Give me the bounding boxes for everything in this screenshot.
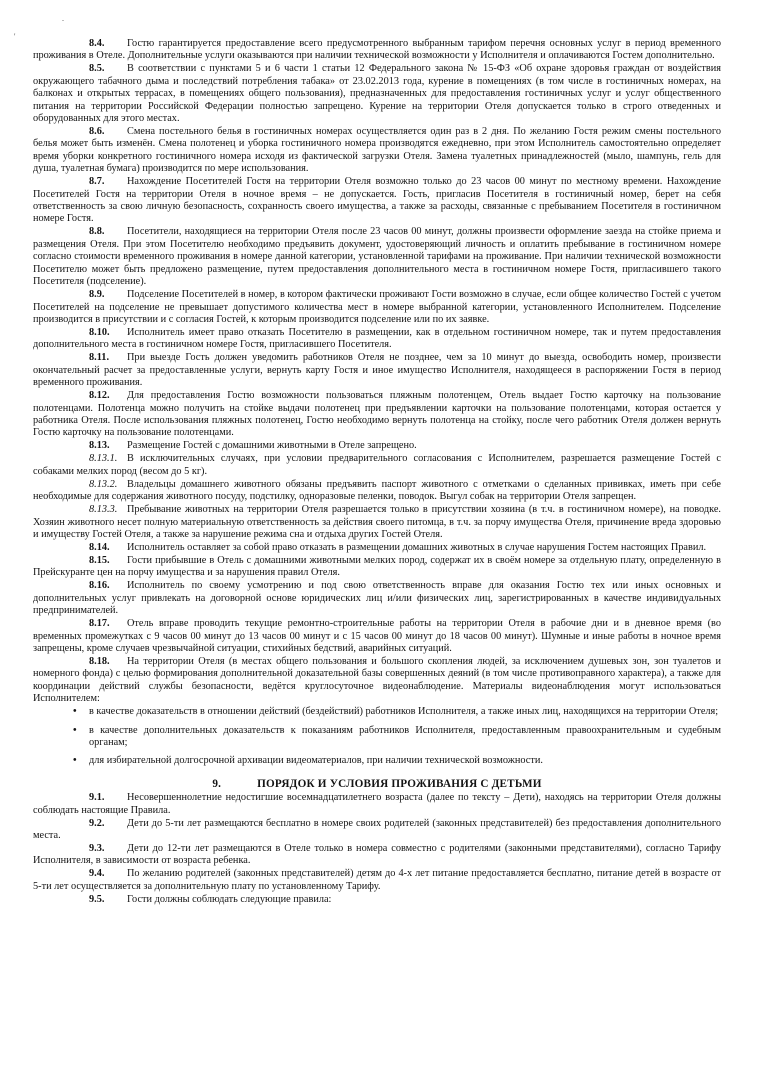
clause-number: 8.6. xyxy=(89,126,105,138)
clause-number: 8.13.2. xyxy=(89,478,118,490)
clause-paragraph xyxy=(33,868,721,893)
clause-text: Отель вправе проводить текущие ремонтно-строительные работы на территории Отеля в рабочие дни и в дневное время (во временных промежутках с 9 часов 00 минут до 13 часов 00 минут и с 15 часов 00 минут до 18 часов 00 минут). Шумные и иные работы в ночное время запрещены, кроме случаев чрезвычайной ситуации, стихийных бедствий, аварийных ситуаций. xyxy=(33,618,721,654)
clause-paragraph xyxy=(33,38,721,63)
clause-text: По желанию родителей (законных представителей) детям до 4-х лет питание предоставляется бесплатно, питание детей в возрасте от 5-ти лет осуществляется за дополнительную плату по установленному Тарифу. xyxy=(33,868,721,892)
clause-text: При выезде Гость должен уведомить работников Отеля не позднее, чем за 10 минут до выезда, освободить номер, произвести окончательный расчет за предоставленные услуги, вернуть карту Гостя и иное имущество Исполнителя, находящееся в распоряжении Гостя в период временного проживания. xyxy=(33,352,721,389)
clause-text: Исполнитель по своему усмотрению и под свою ответственность вправе для оказания Гостю тех или иных основных и дополнительных услуг привлекать на договорной основе юридических лиц и/или физических лиц, зарегистрированных в качестве индивидуальных предпринимателей. xyxy=(33,580,721,617)
scan-mark: . xyxy=(62,14,64,23)
clause-number: 8.9. xyxy=(89,289,105,301)
bullet-icon: • xyxy=(73,706,77,718)
clause-text: Исполнитель оставляет за собой право отказать в размещении домашних животных в случае нарушения Гостем настоящих Правил. xyxy=(127,541,707,553)
clause-number: 9.2. xyxy=(89,817,105,829)
clause-text: Несовершеннолетние недостигшие восемнадцатилетнего возраста (далее по тексту – Дети), находясь на территории Отеля должны соблюдать настоящие Правила. xyxy=(33,792,721,816)
clause-number: 9.4. xyxy=(89,868,105,880)
clause-number: 8.13.3. xyxy=(89,504,118,516)
clause-text: Посетители, находящиеся на территории Отеля после 23 часов 00 минут, должны произвести оформление заезда на стойке приема и размещения Отеля. При этом Посетителю необходимо предъявить документ, удостоверяющий личность и оплатить пребывание в гостиничном номере согласно стоимости временного проживания в номере данной категории, установленной тарифами на проживание. При наличии технической возможности Посетителю может быть предложено размещение, путем предоставления дополнительного места в гостиничном номере Гостя, пригласившего такого Посетителя (подселение). xyxy=(33,226,721,288)
clause-paragraph xyxy=(33,504,721,541)
rules-section-9 xyxy=(33,792,721,906)
bullet-item xyxy=(33,706,721,718)
clause-number: 9.5. xyxy=(89,893,105,905)
clause-text: Смена постельного белья в гостиничных номерах осуществляется один раз в 2 дня. По желанию Гостя режим смены постельного белья может быть изменён. Смена полотенец и уборка гостиничного номера производятся ежедневно, при этом Исполнитель самостоятельно определяет время уборки конкретного гостиничного номера исходя из фактической загрузки Отеля. Замена туалетных принадлежностей (мыло, шампунь, гель для душа, туалетная бумага) производится по мере использования. xyxy=(33,126,721,175)
clause-number: 8.13.1. xyxy=(89,453,118,465)
video-usage-list xyxy=(33,706,721,768)
clause-paragraph xyxy=(33,289,721,326)
bullet-item xyxy=(33,755,721,767)
clause-number: 8.17. xyxy=(89,618,110,630)
clause-number: 8.13. xyxy=(89,440,110,452)
clause-number: 9.3. xyxy=(89,843,105,855)
clause-text: В соответствии с пунктами 5 и 6 части 1 статьи 12 Федерального закона № 15-ФЗ «Об охране здоровья граждан от воздействия окружающего табачного дыма и последствий потребления табака» от 23.02.2013 года, курение в помещениях (в том числе в гостиничных номерах, на балконах и открытых террасах, в помещениях общего пользования), предназначенных для предоставления гостиничных услуг и услуг общественного питания на территории Российской Федерации полностью запрещено. Курение на территории Отеля допускается только в строго отведенных и оборудованных для этого местах. xyxy=(33,63,721,125)
clause-number: 8.5. xyxy=(89,63,105,75)
clause-paragraph xyxy=(33,440,721,452)
clause-paragraph xyxy=(33,176,721,226)
clause-text: Подселение Посетителей в номер, в котором фактически проживают Гости возможно в случае, если общее количество Гостей с учетом Посетителей на подселение не превышает допустимого количества мест в номере выбранной категории, установленного Исполнителем. Подселение производится в присутствии и с согласия Гостей, к которым производится подселение или по их заявке. xyxy=(33,289,721,325)
clause-text: Размещение Гостей с домашними животными в Отеле запрещено. xyxy=(127,440,417,452)
clause-paragraph xyxy=(33,63,721,125)
clause-text: Гостю гарантируется предоставление всего предусмотренного выбранным тарифом перечня основных услуг в период временного проживания в Отеле. Дополнительные услуги оказываются при наличии технической возможности у Исполнителя и оплачиваются Гостем дополнительно. xyxy=(33,38,721,62)
clause-text: Исполнитель имеет право отказать Посетителю в размещении, как в отдельном гостиничном номере, так и путем предоставления дополнительного места в гостиничном номере Гостя, пригласившего Посетителя. xyxy=(33,326,721,351)
clause-number: 8.16. xyxy=(89,580,110,592)
clause-text: Дети до 5-ти лет размещаются бесплатно в номере своих родителей (законных представителей) без предоставления дополнительного места. xyxy=(33,817,721,842)
clause-paragraph xyxy=(33,843,721,868)
bullet-text: в качестве доказательств в отношении действий (бездействий) работников Исполнителя, а также иных лиц, находящихся на территории Отеля; xyxy=(89,706,719,718)
clause-paragraph xyxy=(33,580,721,617)
clause-text: Пребывание животных на территории Отеля разрешается только в присутствии хозяина (в т.ч. в гостиничном номере), на поводке. Хозяин животного несет полную материальную ответственность за действия своего питомца, в т.ч. за порчу имущества Отеля, причинение вреда здоровью и имуществу Гостей Отеля, а также за нарушение режима сна и отдыха других Гостей Отеля. xyxy=(33,504,721,540)
clause-number: 9.1. xyxy=(89,792,105,804)
clause-number: 8.10. xyxy=(89,326,110,338)
clause-text: Дети до 12-ти лет размещаются в Отеле только в номера совместно с родителями (законными представителями), согласно Тарифу Исполнителя, в зависимости от возраста ребенка. xyxy=(33,843,721,867)
clause-paragraph xyxy=(33,126,721,176)
clause-paragraph xyxy=(33,390,721,440)
bullet-text: для избирательной долгосрочной архивации видеоматериалов, при наличии технической возможности. xyxy=(89,755,543,767)
clause-number: 8.8. xyxy=(89,226,105,238)
clause-text: Владельцы домашнего животного обязаны предъявить паспорт животного с отметками о сделанных прививках, иметь при себе необходимые для содержания животного посуду, подстилку, одноразовые пеленки, поводок. Выгул собак на территории Отеля запрещен. xyxy=(33,478,721,503)
section-number: 9. xyxy=(212,777,222,790)
clause-text: В исключительных случаях, при условии предварительного согласования с Исполнителем, разрешается размещение Гостей с собаками мелких пород (весом до 5 кг). xyxy=(33,453,721,477)
clause-paragraph xyxy=(33,618,721,655)
clause-paragraph xyxy=(33,894,721,906)
clause-number: 8.12. xyxy=(89,390,110,402)
clause-number: 8.11. xyxy=(89,352,110,364)
clause-text: На территории Отеля (в местах общего пользования и большого скопления людей, за исключением душевых зон, зон туалетов и номерного фонда) с целью формирования дополнительной доказательной базы совершенных деяний (в том числе противоправного характера), а также для координации действий службы безопасности, ведётся круглосуточное видеонаблюдение. Материалы видеонаблюдения могут использоваться Исполнителем: xyxy=(33,656,721,705)
rules-section-8 xyxy=(33,38,721,706)
clause-number: 8.14. xyxy=(89,541,110,553)
clause-paragraph xyxy=(33,792,721,817)
clause-paragraph xyxy=(33,327,721,352)
clause-text: Гости прибывшие в Отель с домашними животными мелких пород, содержат их в своём номере за отдельную плату, определенную в Прейскуранте цен на порчу имущества и за нарушения правил Отеля. xyxy=(33,554,721,579)
clause-text: Для предоставления Гостю возможности пользоваться пляжным полотенцем, Отель выдает Гостю карточку на пользование полотенцами. Полотенца можно получить на стойке выдачи полотенец при предъявлении карточки на пользование полотенцами, которая остается у работника Отеля. После использования пляжных полотенец, Гостю необходимо вернуть полотенца на стойку, после чего работник Отеля должен вернуть Гостю карточку на пользование полотенцами. xyxy=(33,390,721,439)
bullet-item xyxy=(33,725,721,750)
clause-paragraph xyxy=(33,542,721,554)
scan-mark: ' xyxy=(14,32,16,41)
clause-paragraph xyxy=(33,479,721,504)
clause-number: 8.18. xyxy=(89,656,110,667)
clause-paragraph xyxy=(33,226,721,288)
clause-paragraph xyxy=(33,453,721,478)
clause-number: 8.4. xyxy=(89,38,105,49)
bullet-text: в качестве дополнительных доказательств к показаниям работников Исполнителя, предоставленным правоохранительным и судебным органам; xyxy=(89,724,721,749)
clause-paragraph xyxy=(33,352,721,389)
section-heading xyxy=(33,778,721,790)
clause-paragraph xyxy=(33,818,721,843)
clause-text: Нахождение Посетителей Гостя на территории Отеля возможно только до 23 часов 00 минут по местному времени. Нахождение Посетителей Гостя на территории Отеля в ночное время – не допускается. Гость, пригласив Посетителя в гостиничный номер, берет на себя ответственность за свою личную безопасность, сохранность своего имущества, а также за расходы, связанные с пребыванием Посетителя в гостиничном номере Гостя. xyxy=(33,176,721,225)
document-page xyxy=(33,38,721,907)
clause-paragraph xyxy=(33,656,721,706)
section-title: ПОРЯДОК И УСЛОВИЯ ПРОЖИВАНИЯ С ДЕТЬМИ xyxy=(257,777,542,790)
clause-number: 8.15. xyxy=(89,554,110,566)
clause-number: 8.7. xyxy=(89,176,105,188)
clause-text: Гости должны соблюдать следующие правила: xyxy=(127,893,332,905)
bullet-icon: • xyxy=(73,755,77,767)
clause-paragraph xyxy=(33,555,721,580)
bullet-icon: • xyxy=(73,724,77,736)
